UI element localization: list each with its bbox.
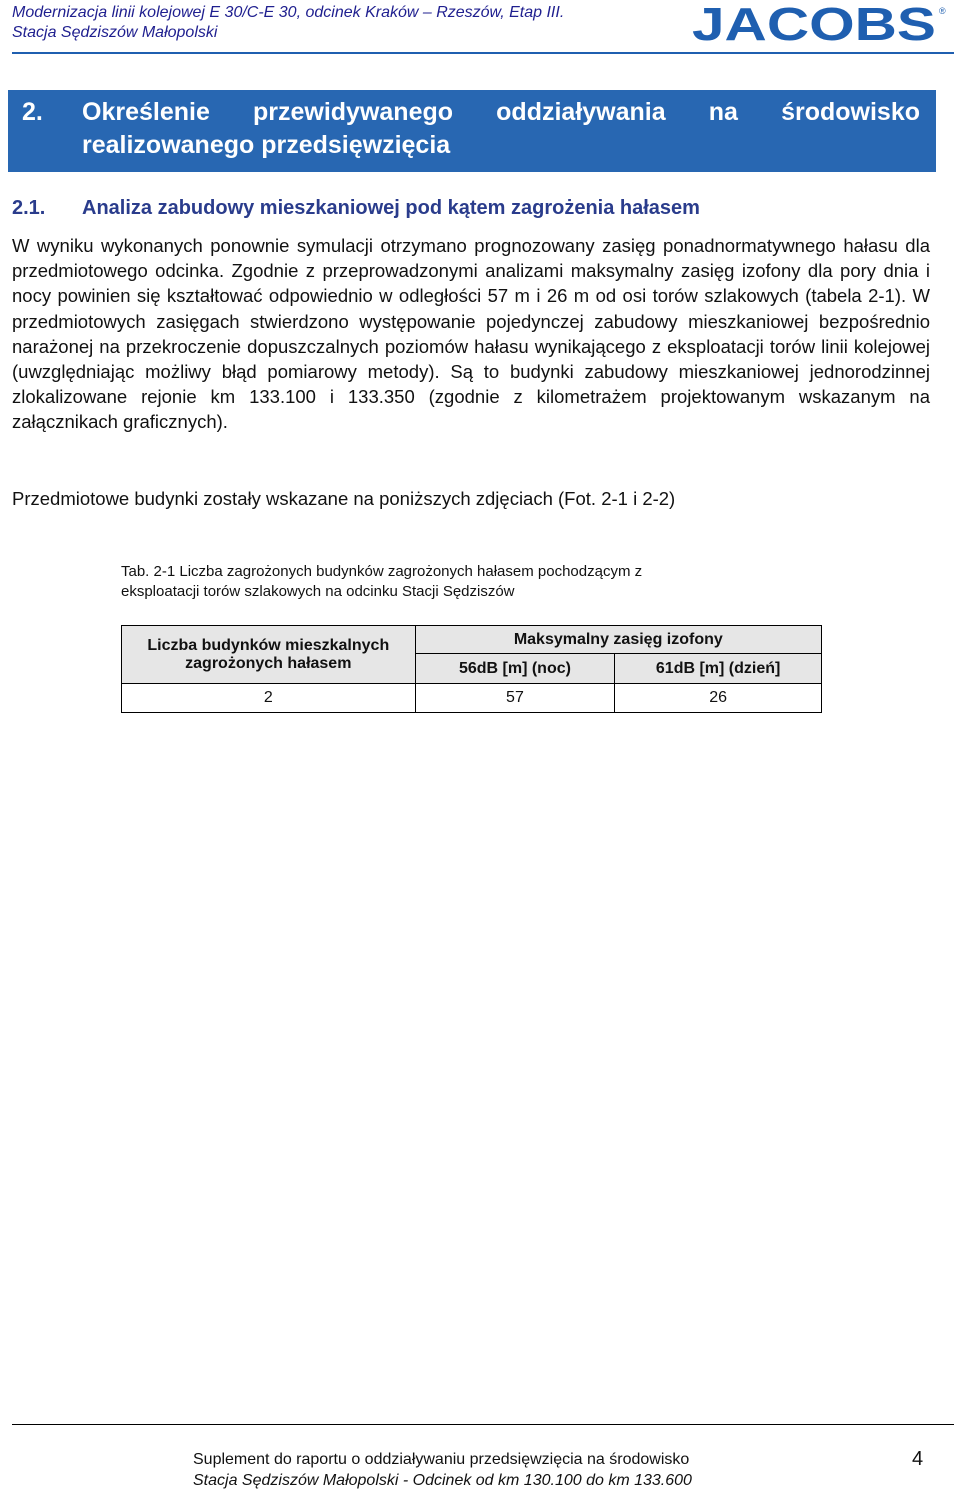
chapter-number: 2.: [22, 98, 43, 126]
section-number: 2.1.: [12, 197, 46, 219]
noise-table: [121, 625, 822, 713]
cell-buildings: 2: [122, 684, 416, 713]
chapter-title-line2: realizowanego przedsięwzięcia: [82, 131, 451, 159]
svg-text:®: ®: [939, 6, 946, 16]
table-row: [122, 684, 822, 713]
table-caption-line1: Tab. 2-1 Liczba zagrożonych budynków zagrożonych hałasem pochodzącym z: [121, 563, 643, 580]
chapter-heading: [8, 90, 936, 172]
section-title: Analiza zabudowy mieszkaniowej pod kątem zagrożenia hałasem: [82, 197, 700, 219]
header-cell-night: 56dB [m] (noc): [415, 654, 615, 684]
cell-day: 26: [615, 684, 822, 713]
svg-text:JACOBS: JACOBS: [692, 2, 936, 46]
header-cell-isophone: Maksymalny zasięg izofony: [415, 626, 821, 654]
page-number: 4: [912, 1448, 924, 1470]
chapter-title-line1: Określenie przewidywanego oddziaływania na środowisko: [82, 98, 920, 126]
table-caption-line2: eksploatacji torów szlakowych na odcinku Stacji Sędziszów: [121, 583, 515, 600]
footer-line1: Suplement do raportu o oddziaływaniu przedsięwzięcia na środowisko: [193, 1451, 690, 1468]
header-buildings-line1: Liczba budynków mieszkalnych: [147, 636, 390, 654]
footer-line2: Stacja Sędziszów Małopolski - Odcinek od km 130.100 do km 133.600: [193, 1472, 692, 1489]
header-cell-day: 61dB [m] (dzień]: [615, 654, 822, 684]
footer-divider: [12, 1424, 954, 1425]
section-heading: [12, 197, 700, 220]
body-paragraph-2: Przedmiotowe budynki zostały wskazane na poniższych zdjęciach (Fot. 2-1 i 2-2): [12, 488, 676, 509]
header-title-line2: Stacja Sędziszów Małopolski: [12, 24, 218, 41]
jacobs-logo: [692, 2, 952, 46]
header-cell-buildings: [122, 626, 416, 684]
body-paragraph-1: W wyniku wykonanych ponownie symulacji otrzymano prognozowany zasięg ponadnormatywnego hałasu dla przedmiotowego odcinka. Zgodnie z przeprowadzonymi analizami maksymalny zasięg izofony dla pory dnia i nocy powinien się kształtować odpowiednio w odległości 57 m i 26 m od osi torów szlakowych (tabela 2-1). W przedmiotowych zasięgach stwierdzono występowanie pojedynczej zabudowy mieszkaniowej bezpośrednio narażonej na przekroczenie dopuszczalnych poziomów hałasu wynikającego z eksploatacji torów linii kolejowej (uwzględniając możliwy błąd pomiarowy metody). Są to budynki zabudowy mieszkaniowej jednorodzinnej zlokalizowane rejonie km 133.100 i 133.350 (zgodnie z kilometrażem projektowanym wskazanym na załącznikach graficznych).: [12, 235, 930, 433]
cell-night: 57: [415, 684, 615, 713]
header-divider: [12, 52, 954, 54]
header-title-line1: Modernizacja linii kolejowej E 30/C-E 30, odcinek Kraków – Rzeszów, Etap III.: [12, 4, 565, 21]
header-buildings-line2: zagrożonych hałasem: [185, 654, 352, 672]
table-caption: [121, 562, 781, 602]
